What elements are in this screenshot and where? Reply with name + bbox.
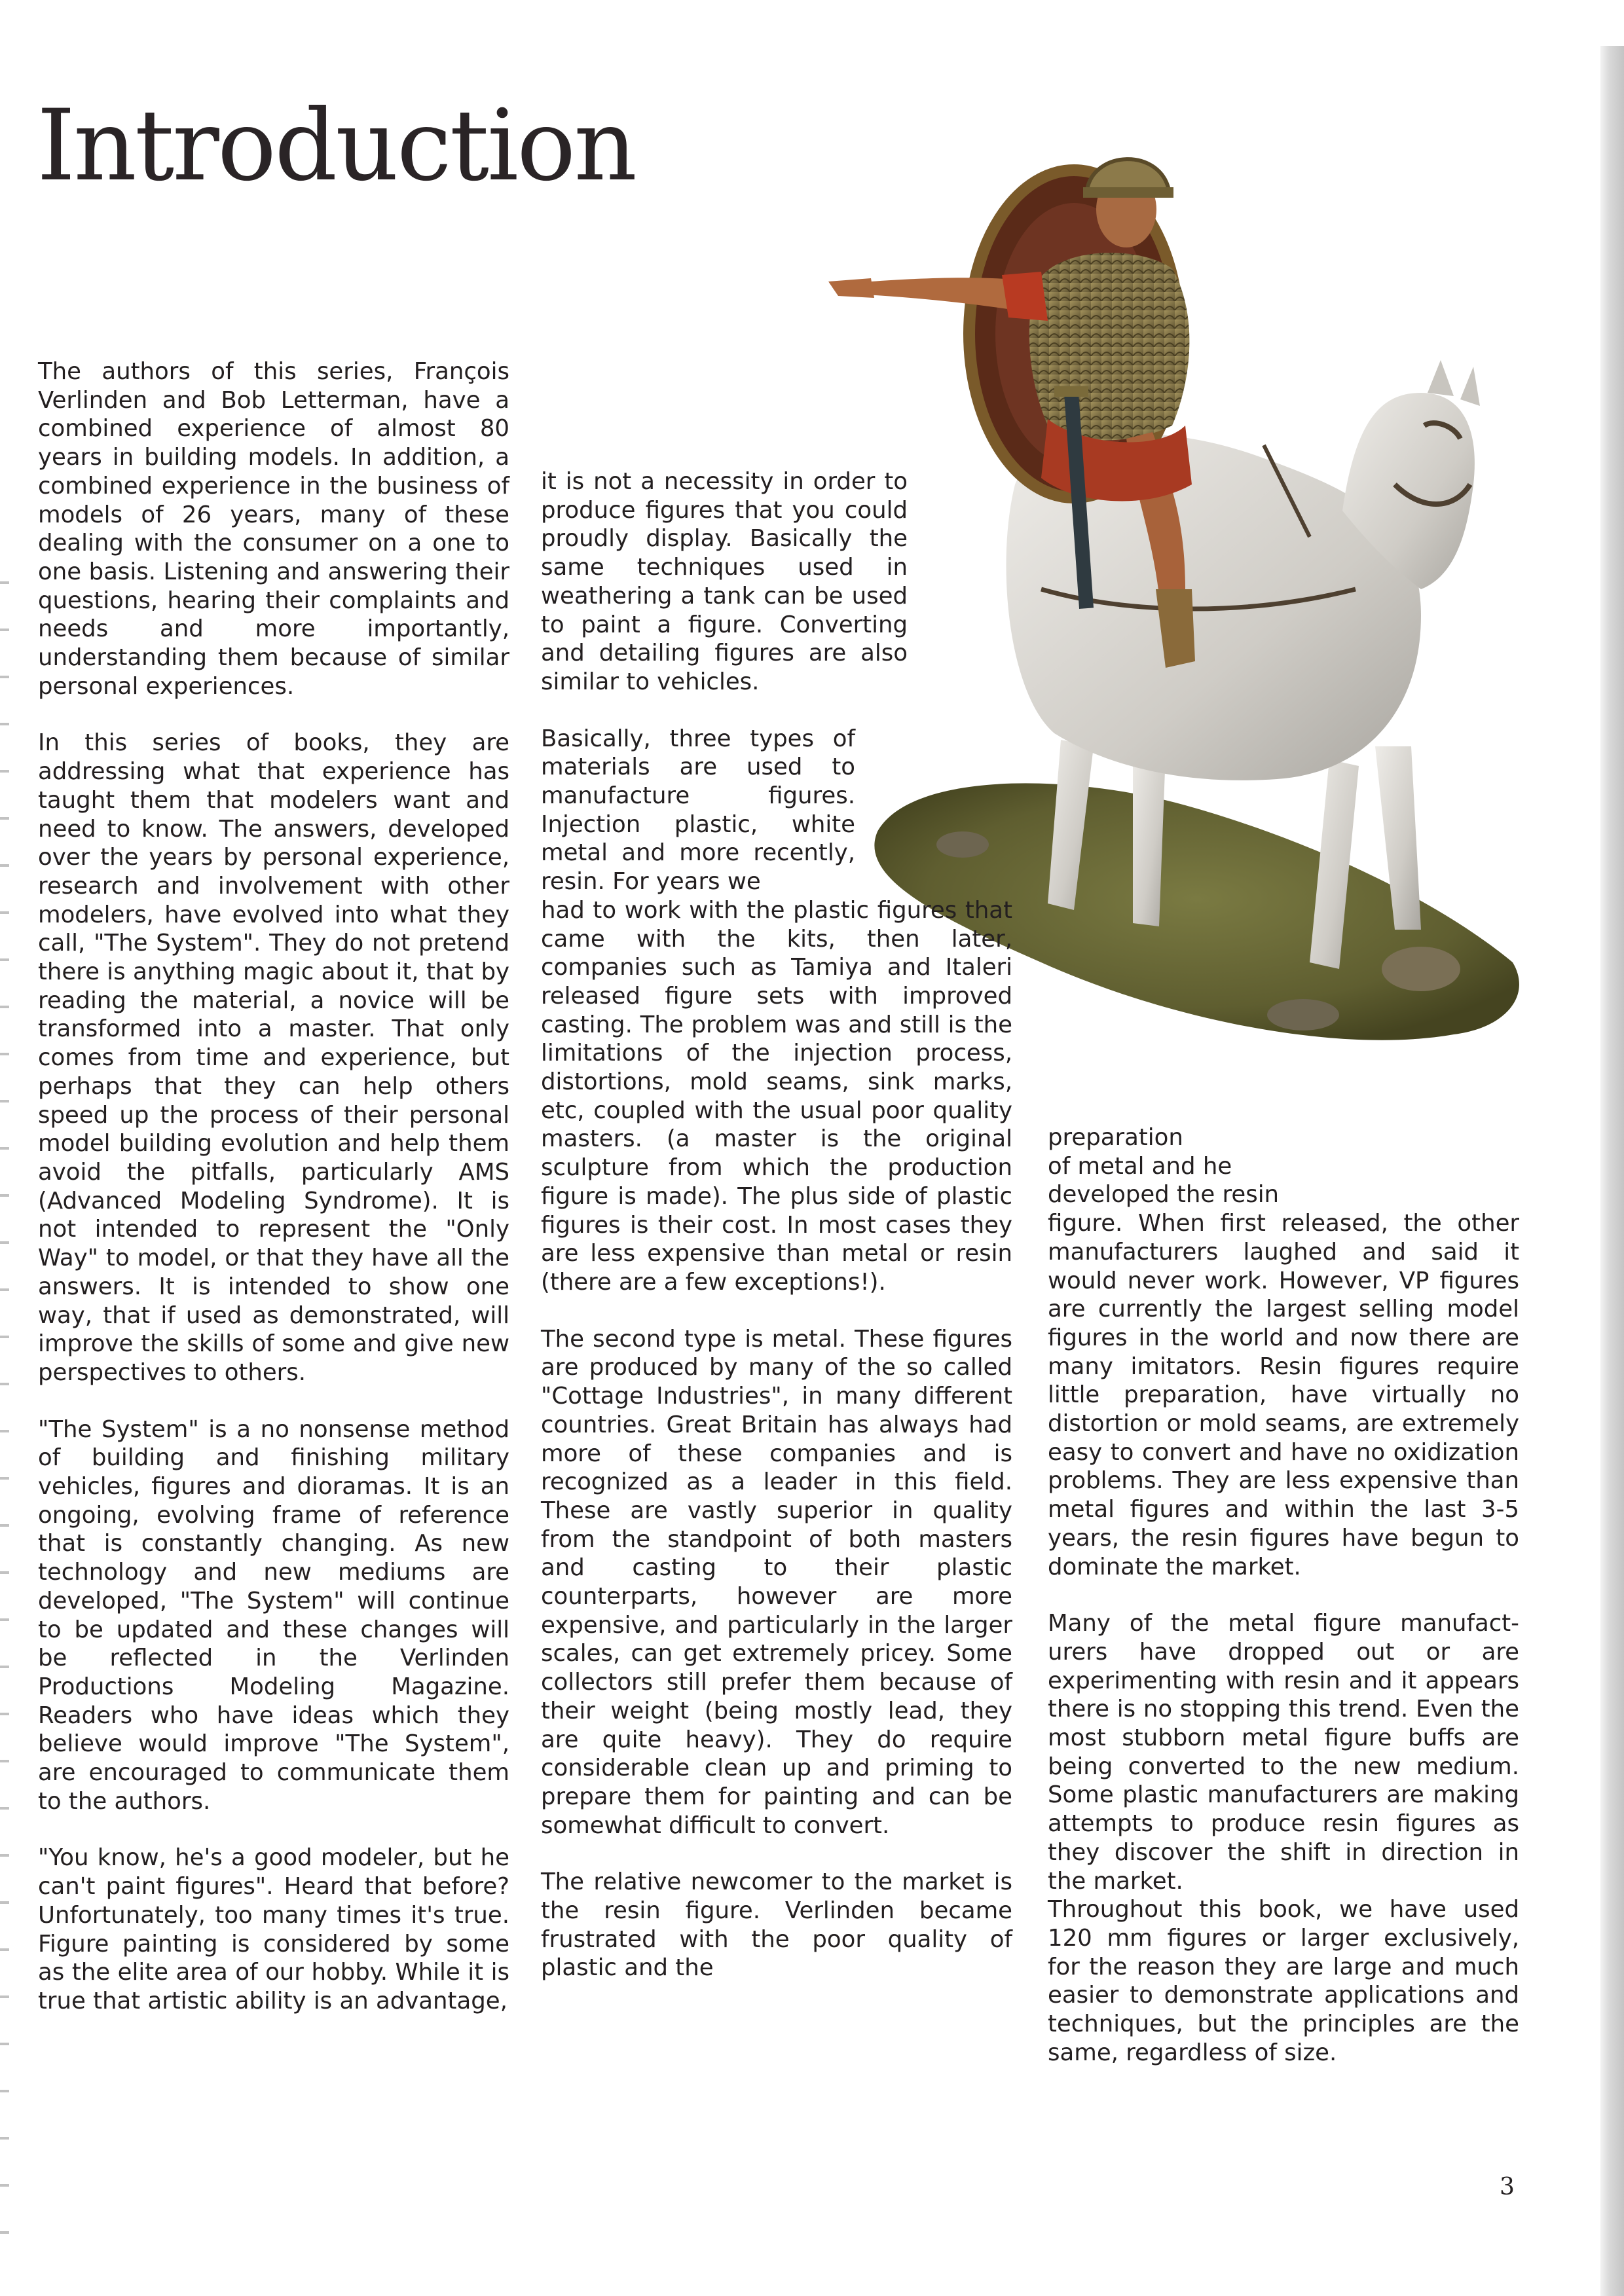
text-column-1 (38, 357, 509, 2044)
text-column-2 (541, 467, 1012, 2011)
paragraph (541, 725, 855, 896)
binding-marks (0, 537, 9, 2272)
line: preparation (1048, 1124, 1183, 1151)
paragraph: The authors of this series, François Verlinden and Bob Letterman, have a combined experience of almost 80 years in building models. In addition, a combined experience in the business of models of 26 years, many of these dealing with the consumer on a one to one basis. Listening and answering their questions, hearing their complaints and needs and more importantly, understanding them because of similar personal experiences. (38, 358, 509, 700)
paragraph-part: Basically, three types of materials are used to manufacture figures. Injection plastic, white metal and more recently, resin. For years we (541, 725, 855, 896)
line: of metal and he (1048, 1152, 1232, 1180)
page-title: Introduction (37, 89, 635, 203)
paragraph: The second type is metal. These figures are produced by many of the so called "Cottage Industries", in many different countries. Great Britain has always had more of these companies and is recognized as a leader in this field. These are vastly superior in quality from the standpoint of both masters and casting to their plastic counterparts, however are more expensive, and particularly in the larger scales, can get extremely pricey. Some collectors still prefer them because of their weight (being mostly lead, they are quite heavy). They do require considerable clean up and priming to prepare them for painting and can be somewhat difficult to convert. (541, 1325, 1012, 1839)
line: developed the resin (1048, 1181, 1280, 1209)
paragraph: "You know, he's a good modeler, but he can't paint figures". Heard that before? Unfortunately, too many times it's true. Figure painting is considered by some as the elite area of our hobby. While it is true that artistic ability is an advantage, (38, 1844, 509, 2014)
paragraph: it is not a necessity in order to produce figures that you could proudly display. Basically the same techniques used in weathering a tank can be used to paint a figure. Converting and detailing figures are also similar to vehicles. (541, 468, 908, 695)
page-number: 3 (1500, 2174, 1515, 2200)
paragraph-part: figure. When first released, the other manufacturers laughed and said it would never work. However, VP figures are currently the largest selling model figures in the world and now there are many imitators. Resin figures require little preparation, have virtually no distortion or mold seams, are extremely easy to convert and have no oxidization problems. They are less expensive than metal figures and within the last 3-5 years, the resin figures have begun to dominate the market. (1048, 1210, 1519, 1580)
paragraph: Throughout this book, we have used 120 mm figures or larger exclusively, for the reason they are large and much easier to demonstrate applications and techniques, but the principles are the same, regardless of size. (1048, 1896, 1519, 2066)
text-column-3 (1048, 1123, 1519, 2096)
paragraph: The relative newcomer to the market is the resin figure. Verlinden became frustrated with the poor quality of plastic and the (541, 1868, 1012, 1982)
paragraph: had to work with the plastic figures that came with the kits, then later, companies such as Tamiya and Italeri released figure sets with improved casting. The problem was and still is the limitations of the injection process, distortions, mold seams, sink marks, etc, coupled with the usual poor quality masters. (a master is the original sculpture from which the production figure is made). The plus side of plastic figures is their cost. In most cases they are less expensive than metal or resin (there are a few exceptions!). (541, 896, 1012, 1296)
paragraph: Many of the metal figure manufact-urers have dropped out or are experimenting with resin and it appears there is no stopping this trend. Even the most stubborn metal figure buffs are being converted to the new medium. Some plastic manufacturers are making attempts to produce resin figures as they discover the shift in direction in the market. (1048, 1610, 1519, 1895)
paragraph: In this series of books, they are addressing what that experience has taught them that modelers want and need to know. The answers, developed over the years by personal experience, research and involvement with other modelers, have evolved into what they call, "The System". They do not pretend there is anything magic about it, that by reading the material, a novice will be transformed into a master. That only comes from time and experience, but perhaps that they can help others speed up the process of their personal model building evolution and help them avoid the pitfalls, particularly AMS (Advanced Modeling Syndrome). It is not intended to represent the "Only Way" to model, or that they have all the answers. It is intended to show one way, that if used as demonstrated, will improve the skills of some and give new perspectives to others. (38, 729, 509, 1386)
paragraph (1048, 1123, 1519, 1581)
paragraph: "The System" is a no nonsense method of building and finishing military vehicles, figures and dioramas. It is an ongoing, evolving frame of reference that is constantly changing. As new technology and new mediums are developed, "The System" will continue to be updated and these changes will be reflected in the Verlinden Productions Modeling Magazine. Readers who have ideas which they believe would improve "The System", are encouraged to communicate them to the authors. (38, 1415, 509, 1815)
page-edge-shadow (1600, 46, 1624, 2296)
